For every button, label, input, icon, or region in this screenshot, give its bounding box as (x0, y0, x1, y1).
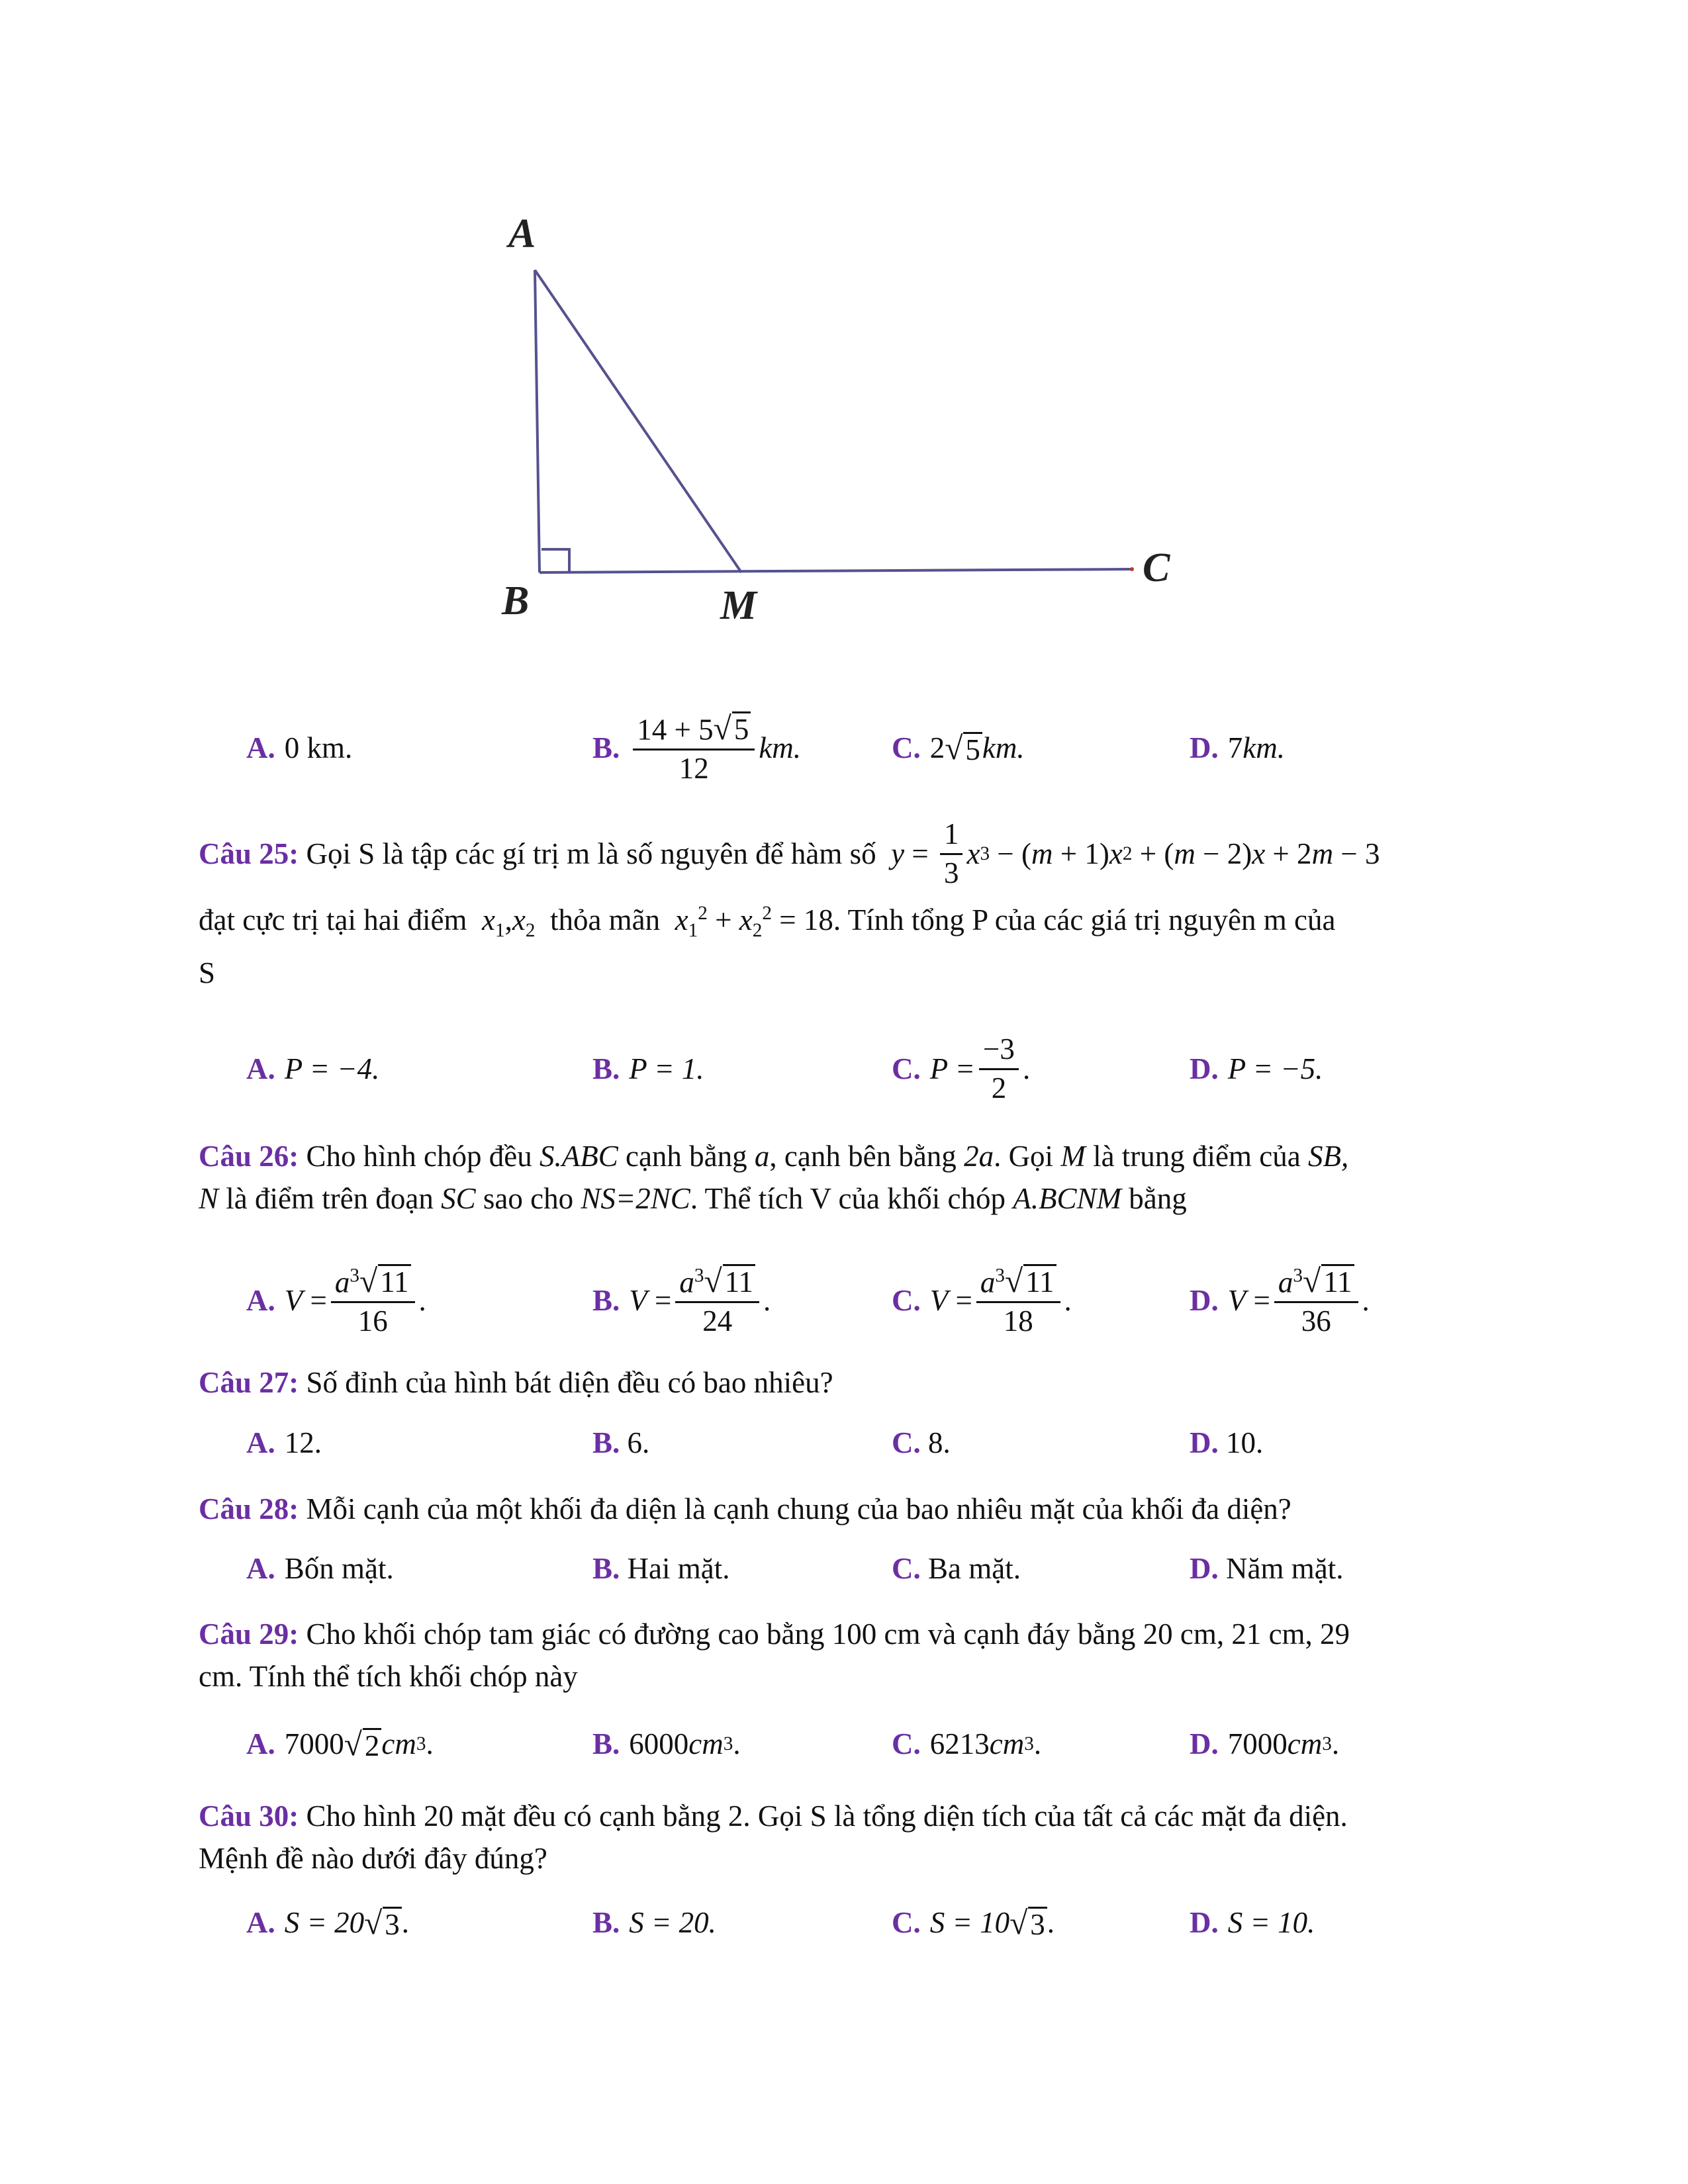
q26-option-a[interactable]: A. V = $a^3$ √ 11 16 . (246, 1263, 426, 1338)
question-29 (199, 1613, 1496, 1698)
q25-option-a[interactable] (246, 1029, 379, 1109)
option-key: C. (892, 731, 921, 764)
coefficient: 2 (929, 731, 945, 764)
question-text: bằng (1129, 1182, 1187, 1215)
q28-option-c[interactable] (892, 1535, 1021, 1602)
option-text: 12. (284, 1426, 322, 1459)
q29-answers (0, 1711, 1688, 1777)
q29-option-b[interactable]: B. 6000 cm 3 . (592, 1727, 741, 1760)
label-b: B (502, 578, 530, 623)
q25-option-d[interactable] (1190, 1029, 1323, 1109)
option-text: 8. (928, 1426, 951, 1459)
radicand: 5 (732, 711, 751, 747)
question-text: là trung điểm của (1093, 1140, 1301, 1173)
option-key: B. (592, 1906, 620, 1939)
question-text: là điểm trên đoạn (226, 1182, 434, 1215)
q30-option-d[interactable] (1190, 1889, 1315, 1956)
question-text: sao cho (483, 1182, 574, 1215)
question-label: Câu 26: (199, 1140, 299, 1173)
fraction: 14 + 5 √ 5 12 (633, 711, 755, 785)
option-key: D. (1190, 1426, 1219, 1459)
q26-option-d[interactable]: D. V = $a^3$ √ 11 36 . (1190, 1263, 1370, 1338)
q26-answers (0, 1254, 1688, 1347)
q24-option-d[interactable] (1190, 708, 1285, 788)
numerator: −3 (979, 1034, 1019, 1069)
right-angle-mark (541, 549, 569, 572)
denominator: 12 (679, 752, 709, 786)
question-text: cạnh bằng (625, 1140, 747, 1173)
option-key: A. (246, 1906, 275, 1939)
q26-option-c[interactable]: C. V = $a^3$ √ 11 18 . (892, 1263, 1072, 1338)
question-text: S.ABC (539, 1140, 618, 1173)
option-text: 0 km. (284, 731, 353, 764)
numerator-text: 14 + 5 (637, 713, 714, 747)
question-text: Cho hình 20 mặt đều có cạnh bằng 2. Gọi S là tổng diện tích của tất cả các mặt đa diện. (306, 1799, 1348, 1833)
question-text: A.BCNM (1013, 1182, 1121, 1215)
option-key: D. (1190, 1906, 1219, 1939)
question-text: SC (441, 1182, 476, 1215)
option-text: 6. (627, 1426, 650, 1459)
option-lhs: S = 20 (284, 1906, 365, 1939)
q27-option-a[interactable] (246, 1410, 322, 1476)
q28-answers (0, 1535, 1688, 1602)
option-key: C. (892, 1426, 921, 1459)
question-text: . Thể tích V của khối chóp (690, 1182, 1006, 1215)
option-text: S = 20. (629, 1906, 716, 1939)
option-text: Bốn mặt. (284, 1552, 394, 1585)
question-28 (199, 1488, 1496, 1530)
label-a: A (508, 211, 536, 256)
question-text: Mệnh đề nào dưới đây đúng? (199, 1842, 547, 1875)
q26-option-b[interactable]: B. V = $a^3$ √ 11 24 . (592, 1263, 771, 1338)
denominator: 18 (1003, 1304, 1033, 1338)
q24-option-c[interactable]: C. 2 √ 5 km. (892, 729, 1025, 766)
option-key: D. (1190, 1552, 1219, 1585)
value: 6213 (929, 1727, 990, 1760)
question-label: Câu 27: (199, 1366, 299, 1399)
question-text: Cho khối chóp tam giác có đường cao bằng 100 cm và cạnh đáy bằng 20 cm, 21 cm, 29 (306, 1617, 1350, 1651)
question-30 (199, 1795, 1496, 1880)
question-25: Câu 25: Gọi S là tập các gí trị m là số nguyên để hàm số y = $\frac{1}{3}$ x 3 − ( m + 1) x 2 + ( m − 2) x + 2 m − 3 đạt cực trị tại hai điểm $x_1,x_2$ thỏa mãn $x_1^2 + x_2^2 = 18$. Tính tổng P của các giá trị nguyên m của S (199, 817, 1380, 989)
q28-option-a[interactable] (246, 1535, 394, 1602)
q30-option-c[interactable]: C. S = 10 √ 3 . (892, 1904, 1055, 1941)
question-text: a (754, 1140, 770, 1173)
value: 7 (1227, 731, 1243, 764)
option-text: S = 10. (1227, 1906, 1315, 1939)
question-text: . Gọi (994, 1140, 1054, 1173)
question-text: S (199, 956, 216, 989)
question-text: 2a (964, 1140, 994, 1173)
question-26 (199, 1135, 1496, 1220)
fraction (979, 1034, 1019, 1104)
q25-option-b[interactable] (592, 1029, 704, 1109)
segment-ab (535, 270, 539, 572)
q24-answers (0, 708, 1688, 788)
option-key: B. (592, 1426, 620, 1459)
option-text: 10. (1226, 1426, 1264, 1459)
value: 7000 (1227, 1727, 1288, 1760)
q25-answers (0, 1029, 1688, 1109)
unit: km. (982, 731, 1025, 764)
option-key: C. (892, 1727, 921, 1760)
q27-option-d[interactable] (1190, 1410, 1263, 1476)
q25-option-c[interactable]: C. P = $\frac{-3}{2}$ . (892, 1032, 1031, 1105)
question-text: Mỗi cạnh của một khối đa diện là cạnh chung của bao nhiêu mặt của khối đa diện? (306, 1492, 1291, 1525)
q27-answers (0, 1410, 1688, 1476)
q27-option-b[interactable] (592, 1410, 649, 1476)
option-key: B. (592, 1727, 620, 1760)
option-key: C. (892, 1552, 921, 1585)
question-text: M (1060, 1140, 1086, 1173)
question-text: NS=2NC (581, 1182, 690, 1215)
question-label: Câu 29: (199, 1617, 299, 1651)
segment-am (535, 270, 741, 572)
radicand: 3 (383, 1907, 402, 1942)
question-text: . Tính tổng P của các giá trị nguyên m của (833, 903, 1336, 936)
question-text: đạt cực trị tại hai điểm (199, 903, 467, 936)
q27-option-c[interactable] (892, 1410, 951, 1476)
option-key: D. (1190, 1727, 1219, 1760)
question-27 (199, 1361, 1496, 1404)
option-key: B. (592, 731, 620, 764)
denominator: 16 (357, 1304, 388, 1338)
option-text: P = −5. (1227, 1052, 1323, 1085)
coefficient: 7000 (284, 1727, 344, 1760)
segment-bc (539, 569, 1132, 572)
question-label: Câu 30: (199, 1799, 299, 1833)
question-text: Gọi S là tập các gí trị m là số nguyên để hàm số (306, 837, 876, 870)
option-text: P = 1. (629, 1052, 704, 1085)
option-key: A. (246, 731, 275, 764)
option-key: B. (592, 1284, 620, 1317)
option-key: B. (592, 1552, 620, 1585)
option-text: Ba mặt. (928, 1552, 1021, 1585)
radicand: 2 (363, 1728, 382, 1763)
denominator: 36 (1301, 1304, 1331, 1338)
option-text: Năm mặt. (1226, 1552, 1344, 1585)
function-formula: y = $\frac{1}{3}$ x 3 − ( m + 1) x 2 + ( m − 2) x + 2 m − 3 (891, 817, 1380, 889)
q29-option-a[interactable]: A. 7000 √ 2 cm 3 . (246, 1725, 434, 1762)
option-lhs: P = (929, 1052, 976, 1085)
radicand: 3 (1028, 1907, 1047, 1942)
q28-option-b[interactable] (592, 1535, 729, 1602)
question-text: Số đỉnh của hình bát diện đều có bao nhiêu? (306, 1366, 833, 1399)
value: 6000 (629, 1727, 689, 1760)
radicand: 5 (963, 732, 982, 767)
option-key: C. (892, 1052, 921, 1085)
question-label: Câu 28: (199, 1492, 299, 1525)
option-key: A. (246, 1426, 275, 1459)
option-key: A. (246, 1727, 275, 1760)
right-triangle-figure (0, 0, 1688, 662)
point-c-dot (1130, 567, 1134, 571)
option-text: P = −4. (284, 1052, 380, 1085)
unit: km. (759, 731, 802, 764)
option-key: D. (1190, 1052, 1219, 1085)
q30-option-a[interactable]: A. S = 20 √ 3 . (246, 1904, 410, 1941)
q29-option-c[interactable]: C. 6213 cm 3 . (892, 1727, 1042, 1760)
unit: km. (1243, 731, 1285, 764)
question-text: SB, (1307, 1140, 1349, 1173)
option-lhs: S = 10 (929, 1906, 1010, 1939)
option-key: C. (892, 1906, 921, 1939)
option-key: D. (1190, 1284, 1219, 1317)
denominator: 2 (991, 1071, 1007, 1105)
option-text: Hai mặt. (627, 1552, 730, 1585)
question-text: Cho hình chóp đều (306, 1140, 532, 1173)
q24-option-b[interactable] (592, 708, 801, 788)
q29-option-d[interactable]: D. 7000 cm 3 . (1190, 1727, 1340, 1760)
question-text: thỏa mãn (549, 903, 661, 936)
q24-option-a[interactable] (246, 708, 352, 788)
label-c: C (1143, 545, 1170, 590)
q28-option-d[interactable] (1190, 1535, 1343, 1602)
option-key: A. (246, 1284, 275, 1317)
denominator: 24 (702, 1304, 733, 1338)
question-text: N (199, 1182, 219, 1215)
question-label: Câu 25: (199, 837, 299, 870)
option-key: A. (246, 1052, 275, 1085)
option-key: A. (246, 1552, 275, 1585)
option-key: B. (592, 1052, 620, 1085)
option-key: C. (892, 1284, 921, 1317)
q30-answers (0, 1889, 1688, 1956)
label-m: M (720, 583, 757, 628)
question-text: cm. Tính thể tích khối chóp này (199, 1660, 578, 1693)
q30-option-b[interactable] (592, 1889, 716, 1956)
option-key: D. (1190, 731, 1219, 764)
question-text: , cạnh bên bằng (769, 1140, 957, 1173)
